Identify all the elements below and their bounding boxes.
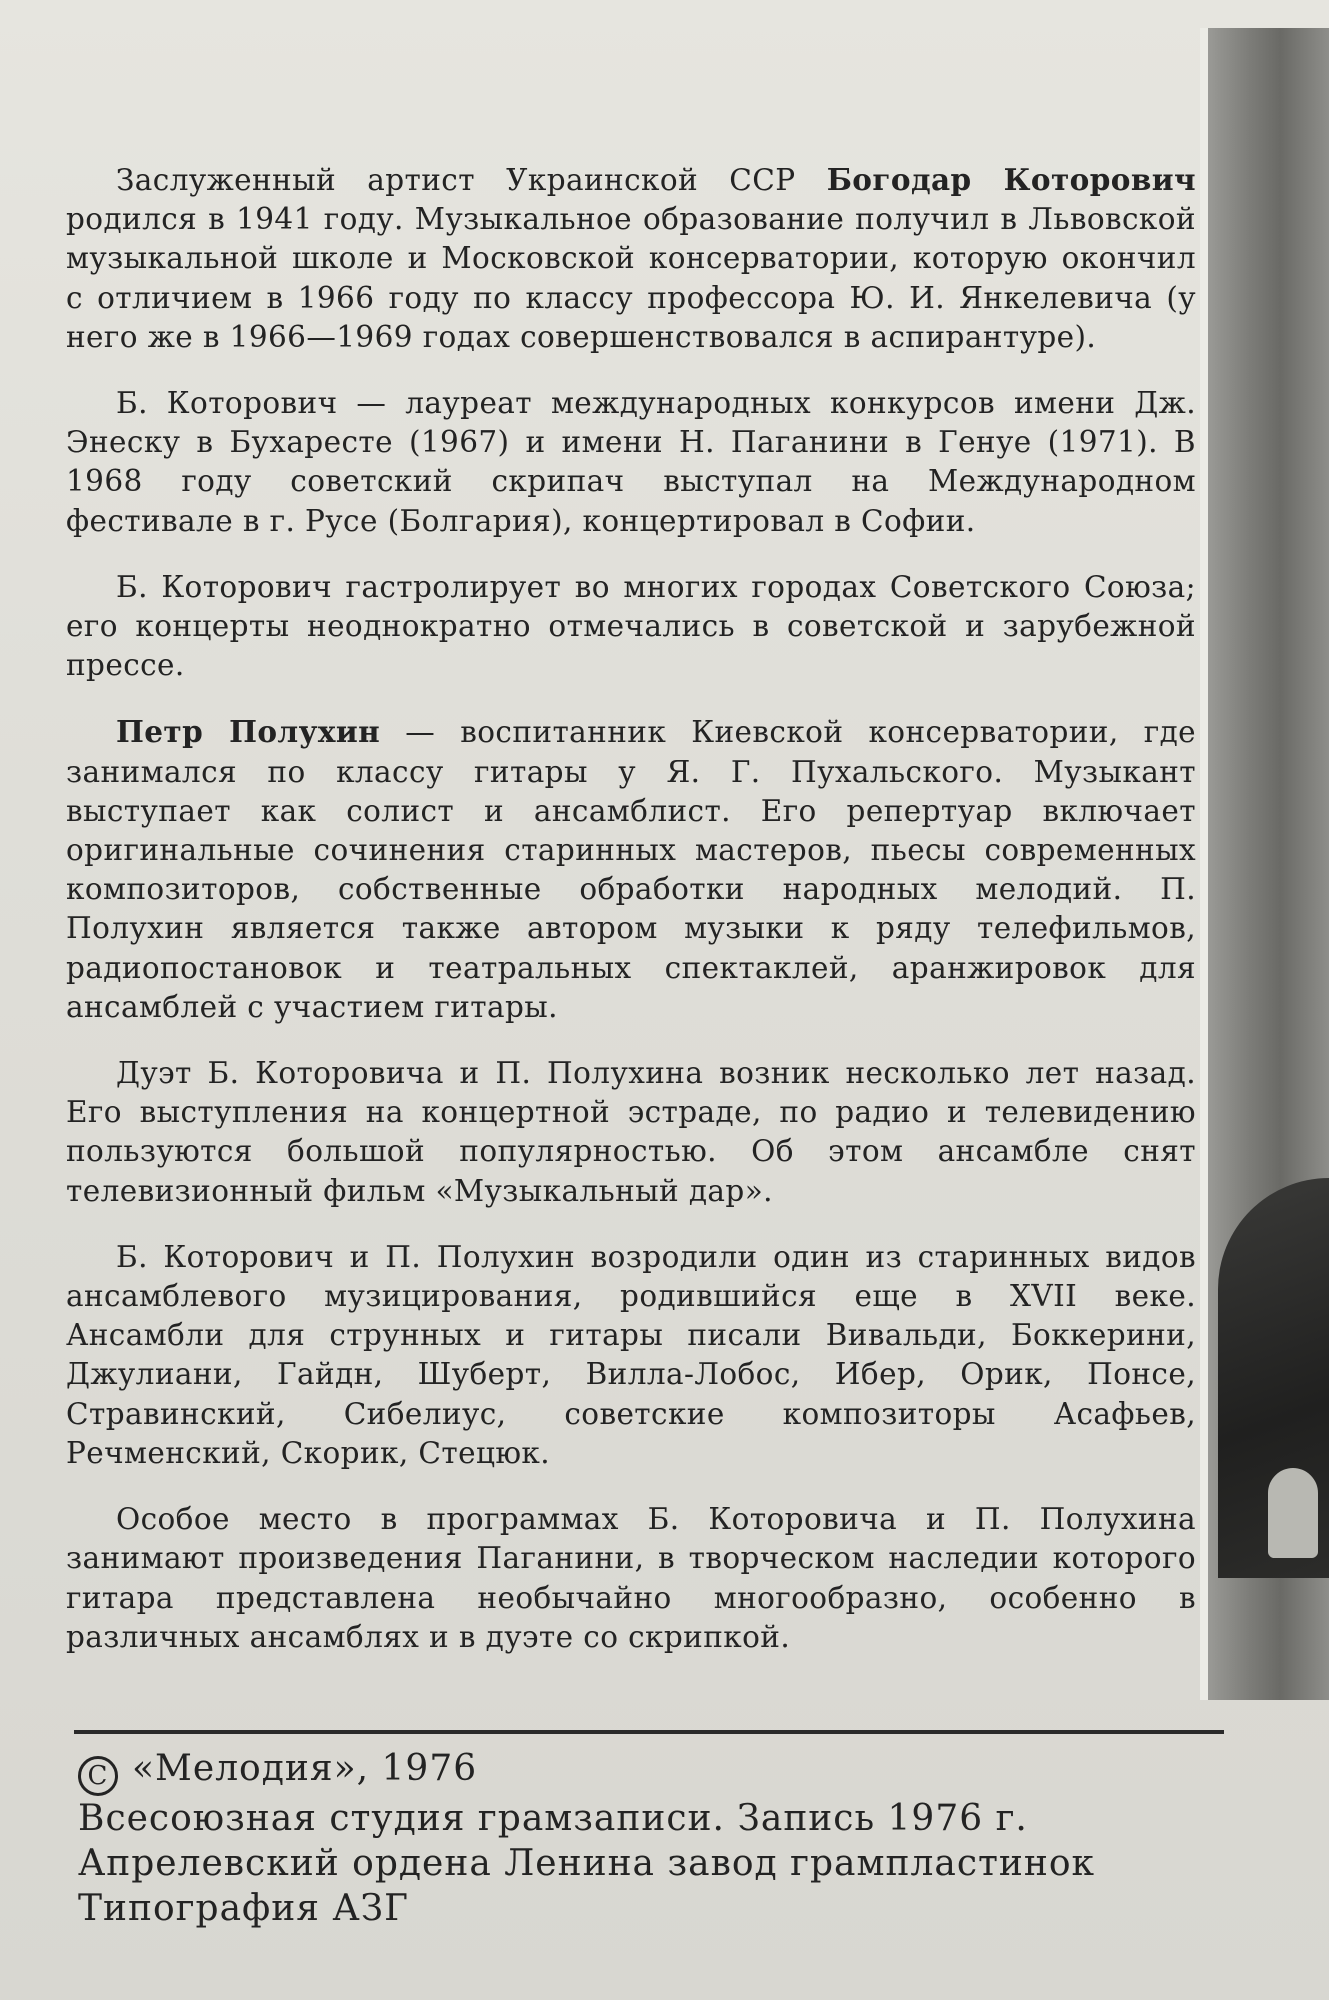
performer-name: Богодар Которович (826, 162, 1196, 197)
performer-photo-fragment (1208, 28, 1329, 1700)
factory-line: Апрелевский ордена Ленина завод грампластинок (78, 1843, 1096, 1884)
paragraph-text: Б. Которович гастролирует во многих городах Советского Союза; его концерты неоднократно отмечались в советской и зарубежной прессе. (66, 569, 1196, 683)
copyright-icon: C (78, 1756, 118, 1796)
paragraph-1 (66, 160, 1196, 357)
copyright-line (78, 1746, 1248, 1796)
paragraph-text: Особое место в программах Б. Которовича и П. Полухина занимают произведения Паганини, в творческом наследии которого гитара представлена необычайно многообразно, особенно в различных ансамблях и в дуэте со скрипкой. (66, 1502, 1196, 1654)
paragraph-text: Дуэт Б. Которовича и П. Полухина возник несколько лет назад. Его выступления на концертной эстраде, по радио и телевидению пользуются большой популярностью. Об этом ансамбле снят телевизионный фильм «Музыкальный дар». (66, 1056, 1196, 1208)
paragraph-5 (66, 1054, 1196, 1211)
paragraph-2 (66, 384, 1196, 541)
paragraph-7 (66, 1500, 1196, 1657)
paragraph-6 (66, 1238, 1196, 1473)
paragraph-text: — воспитанник Киевской консерватории, где занимался по классу гитары у Я. Г. Пухальского. Музыкант выступает как солист и ансамблист. Его репертуар включает оригинальные сочинения старинных мастеров, пьесы современных композиторов, собственные обработки народных мелодий. П. Полухин является также автором музыки к ряду телефильмов, радиопостановок и театральных спектаклей, аранжировок для ансамблей с участием гитары. (66, 715, 1196, 1024)
imprint-block (78, 1746, 1248, 1931)
liner-notes (66, 160, 1196, 1684)
studio-line: Всесоюзная студия грамзаписи. Запись 1976 г. (78, 1798, 1028, 1839)
paragraph-4 (66, 712, 1196, 1027)
paragraph-text: Б. Которович — лауреат международных конкурсов имени Дж. Энеску в Бухаресте (1967) и имени Н. Паганини в Генуе (1971). В 1968 году советский скрипач выступал на Международном фестивале в г. Русе (Болгария), концертировал в Софии. (66, 386, 1196, 538)
photo-border (1200, 28, 1208, 1700)
paragraph-text: Заслуженный артист Украинской ССР (116, 163, 827, 197)
paragraph-3 (66, 568, 1196, 686)
paragraph-text: Б. Которович и П. Полухин возродили один из старинных видов ансамблевого музицирования, родившийся еще в XVII веке. Ансамбли для струнных и гитары писали Вивальди, Боккерини, Джулиани, Гайдн, Шуберт, Вилла-Лобос, Ибер, Орик, Понсе, Стравинский, Сибелиус, советские композиторы Асафьев, Речменский, Скорик, Стецюк. (66, 1239, 1196, 1470)
copyright-text: «Мелодия», 1976 (132, 1748, 478, 1789)
paragraph-text: родился в 1941 году. Музыкальное образование получил в Львовской музыкальной школе и Московской консерватории, которую окончил с отличием в 1966 году по классу профессора Ю. И. Янкелевича (у него же в 1966—1969 годах совершенствовался в аспирантуре). (66, 202, 1196, 354)
performer-name: Петр Полухин (116, 714, 381, 750)
divider-rule (74, 1730, 1224, 1734)
printer-line: Типография АЗГ (78, 1888, 409, 1929)
